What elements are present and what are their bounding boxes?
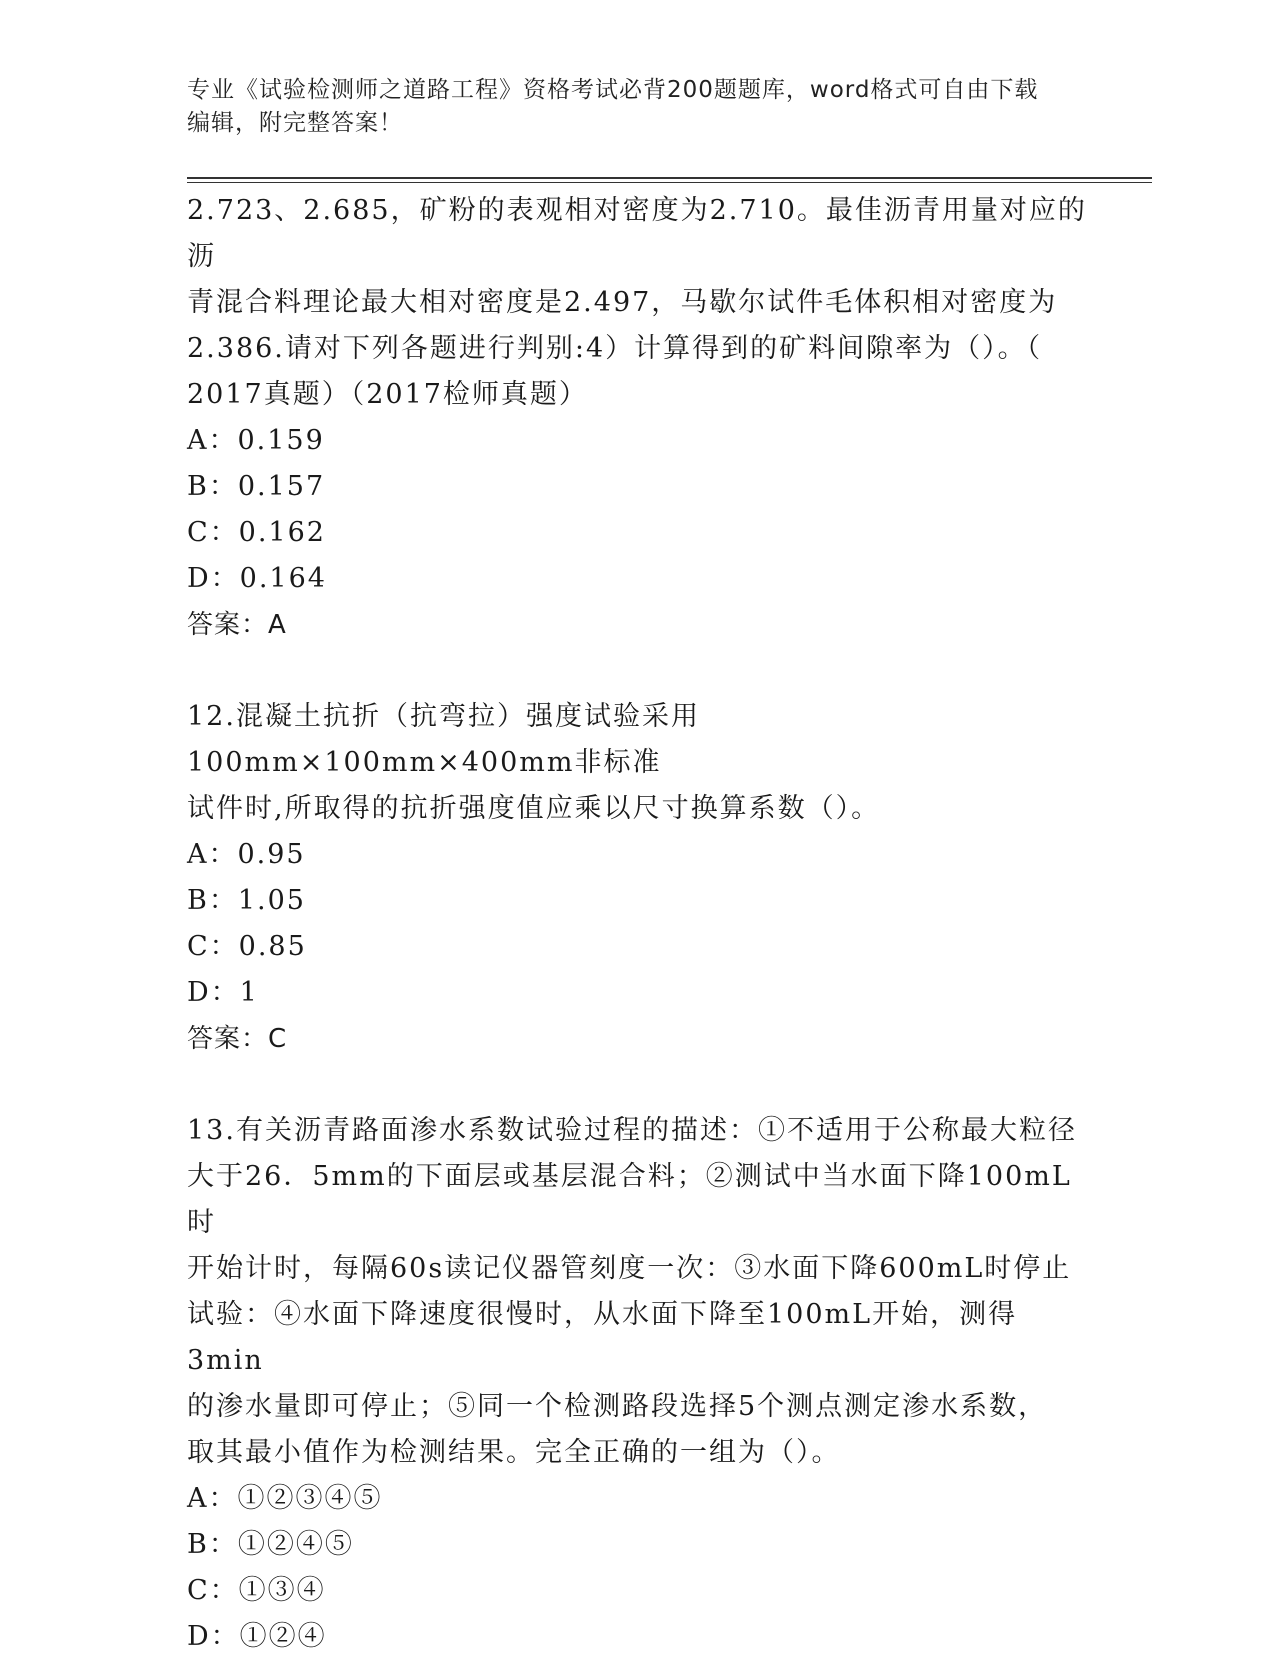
question-stem-line: 大于26．5mm的下面层或基层混合料；②测试中当水面下降100mL时 — [187, 1161, 1072, 1238]
option-a: A：0.159 — [187, 425, 325, 456]
question-block — [187, 188, 1087, 648]
header-divider-thick — [187, 177, 1152, 179]
header-title-line-1: 专业《试验检测师之道路工程》资格考试必背200题题库，word格式可自由下载 — [187, 77, 1039, 103]
option-d: D：0.164 — [187, 563, 327, 594]
question-stem-line: 13.有关沥青路面渗水系数试验过程的描述：①不适用于公称最大粒径 — [187, 1115, 1077, 1146]
option-c: C：0.162 — [187, 517, 326, 548]
question-stem-line: 取其最小值作为检测结果。完全正确的一组为（）。 — [187, 1437, 841, 1468]
option-b: B：①②④⑤ — [187, 1529, 354, 1560]
option-d: D：①②④ — [187, 1621, 327, 1652]
question-spacer — [187, 648, 1087, 694]
question-stem-line: 试件时,所取得的抗折强度值应乘以尺寸换算系数（）。 — [187, 793, 881, 824]
question-stem-line: 2.386.请对下列各题进行判别:4）计算得到的矿料间隙率为（）。（ — [187, 333, 1043, 364]
question-stem-line: 试验：④水面下降速度很慢时，从水面下降至100mL开始，测得3min — [187, 1299, 1018, 1376]
question-stem-line: 开始计时，每隔60s读记仪器管刻度一次：③水面下降600mL时停止 — [187, 1253, 1072, 1284]
document-header — [187, 74, 1087, 140]
option-b: B：1.05 — [187, 885, 306, 916]
question-spacer — [187, 1062, 1087, 1108]
question-list — [187, 188, 1087, 1660]
question-block — [187, 1108, 1087, 1660]
option-a: A：0.95 — [187, 839, 306, 870]
header-title-line-2: 编辑，附完整答案！ — [187, 110, 403, 136]
option-c: C：①③④ — [187, 1575, 326, 1606]
answer-line: 答案：C — [187, 1024, 288, 1054]
option-d: D：1 — [187, 977, 259, 1008]
question-stem-line: 青混合料理论最大相对密度是2.497，马歇尔试件毛体积相对密度为 — [187, 287, 1058, 318]
option-b: B：0.157 — [187, 471, 326, 502]
question-stem-line: 12.混凝土抗折（抗弯拉）强度试验采用100mm×100mm×400mm非标准 — [187, 701, 700, 778]
question-stem-line: 的渗水量即可停止；⑤同一个检测路段选择5个测点测定渗水系数， — [187, 1391, 1048, 1422]
question-stem-line: 2.723、2.685，矿粉的表观相对密度为2.710。最佳沥青用量对应的沥 — [187, 195, 1087, 272]
header-divider-thin — [187, 182, 1152, 183]
option-c: C：0.85 — [187, 931, 307, 962]
question-stem-line: 2017真题）（2017检师真题） — [187, 379, 588, 410]
option-a: A：①②③④⑤ — [187, 1483, 383, 1514]
answer-line: 答案：A — [187, 610, 287, 640]
question-block — [187, 694, 1087, 1062]
